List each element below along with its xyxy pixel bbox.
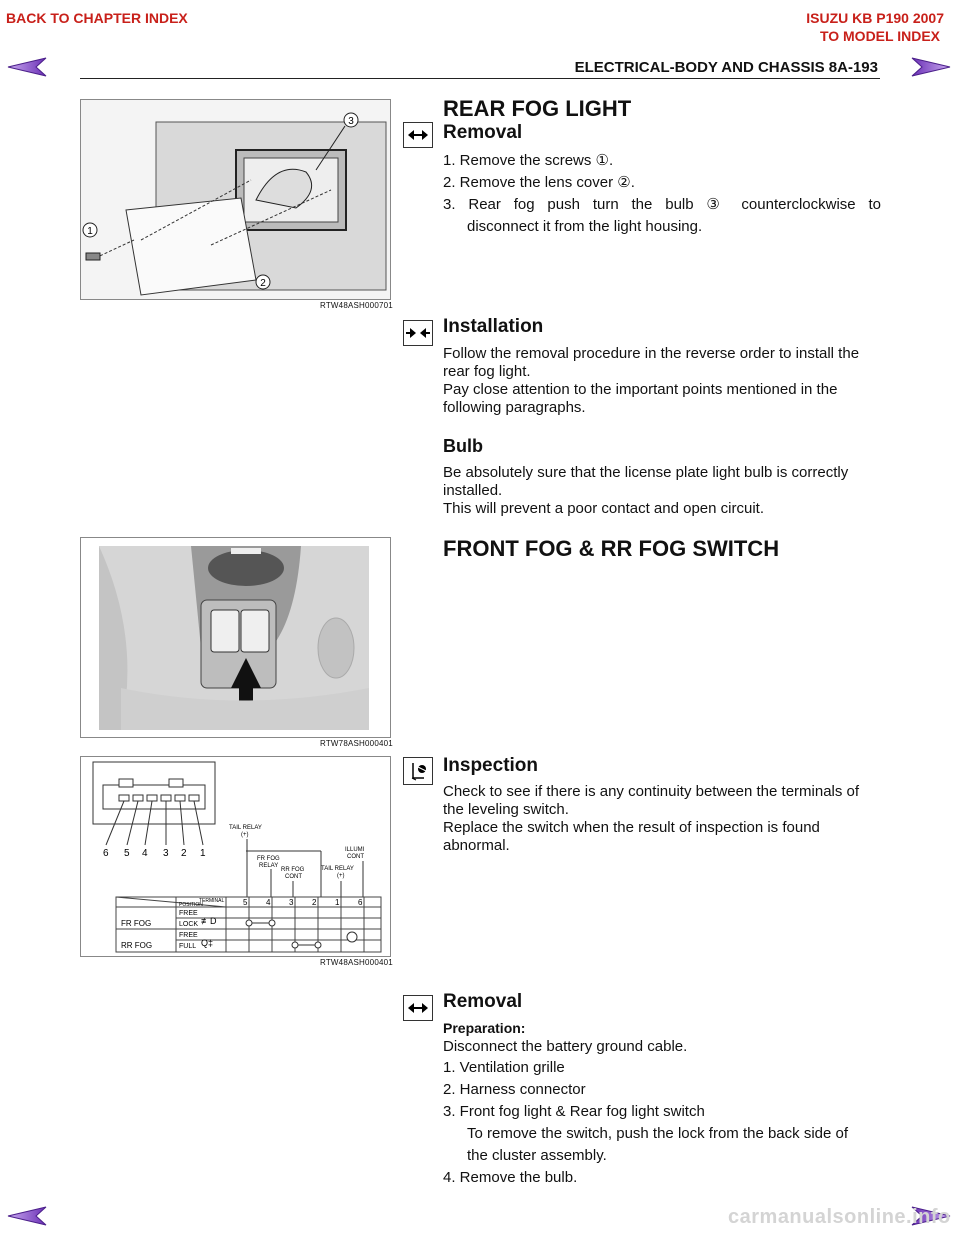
header-rule <box>80 78 880 79</box>
pin-label: 3 <box>163 848 169 859</box>
terminal-header: 6 <box>358 898 363 907</box>
back-to-chapter-index-link[interactable]: BACK TO CHAPTER INDEX <box>6 10 188 26</box>
to-model-index-link[interactable]: TO MODEL INDEX <box>819 28 940 44</box>
footer-watermark: carmanualsonline.info <box>728 1206 951 1228</box>
position-label: LOCK <box>179 921 199 928</box>
pin-label: 2 <box>181 848 187 859</box>
illumi-cont-label: ILLUMI <box>345 847 365 853</box>
installation-text <box>443 345 883 417</box>
inspection-paragraph: Replace the switch when the result of inspection is found abnormal. <box>443 819 820 854</box>
removal-heading: Removal <box>443 122 523 143</box>
removal-step: 3. Rear fog push turn the bulb ③ counterclockwise to <box>443 196 881 213</box>
inspection-paragraph: Check to see if there is any continuity between the terminals of the leveling switch. <box>443 783 860 818</box>
rr-fog-symbol-icon: Q‡ <box>201 938 214 948</box>
disassembly-arrows-icon <box>403 995 433 1021</box>
installation-heading: Installation <box>443 316 544 337</box>
callout-2: 2 <box>260 278 266 289</box>
inspection-icon <box>403 757 433 785</box>
pin-label: 5 <box>124 848 130 859</box>
fog-switch-location-figure <box>80 537 391 738</box>
switch-removal-steps <box>443 1057 883 1189</box>
rear-fog-light-illustration <box>81 100 390 299</box>
tail-relay-label: TAIL RELAY <box>321 866 354 872</box>
fr-fog-relay-label: FR FOG <box>257 856 280 862</box>
disassembly-arrows-icon <box>403 122 433 148</box>
removal-step: 2. Harness connector <box>443 1081 586 1098</box>
position-label: FREE <box>179 932 198 939</box>
terminal-header: 4 <box>266 898 271 907</box>
rr-fog-cont-label: CONT <box>285 874 302 880</box>
previous-page-arrow-icon[interactable] <box>6 1205 48 1227</box>
removal-step-note: the cluster assembly. <box>467 1147 607 1164</box>
bulb-paragraph: Be absolutely sure that the license plate light bulb is correctly installed. <box>443 464 849 499</box>
figure-code: RTW78ASH000401 <box>320 739 393 748</box>
table-corner-position: POSITION <box>179 902 203 908</box>
terminal-header: 2 <box>312 898 317 907</box>
assembly-arrows-icon <box>403 320 433 346</box>
section-title-fog-switch: FRONT FOG & RR FOG SWITCH <box>443 536 780 561</box>
rear-fog-light-figure <box>80 99 391 300</box>
figure-code: RTW48ASH000401 <box>320 958 393 967</box>
rr-fog-row-label: RR FOG <box>121 941 153 950</box>
switch-continuity-diagram <box>81 757 390 956</box>
removal-step: 2. Remove the lens cover ②. <box>443 174 635 191</box>
terminal-header: 3 <box>289 898 294 907</box>
installation-paragraph: Pay close attention to the important points mentioned in the following paragraphs. <box>443 381 838 416</box>
removal-step: 3. Front fog light & Rear fog light switch <box>443 1103 705 1120</box>
callout-1: 1 <box>87 226 93 237</box>
terminal-header: 1 <box>335 898 340 907</box>
preparation-label: Preparation: <box>443 1020 526 1036</box>
bulb-text <box>443 464 883 518</box>
rr-fog-cont-label: RR FOG <box>281 867 305 873</box>
previous-page-arrow-icon[interactable] <box>6 56 48 78</box>
preparation-text: Disconnect the battery ground cable. <box>443 1038 688 1055</box>
illumi-cont-label: CONT <box>347 854 364 860</box>
table-corner-terminal: TERMINAL <box>199 898 225 904</box>
removal-step: 4. Remove the bulb. <box>443 1169 578 1186</box>
position-label: FREE <box>179 910 198 917</box>
removal-steps <box>443 150 881 238</box>
tail-relay-label: TAIL RELAY <box>229 825 262 831</box>
pin-label: 6 <box>103 848 109 859</box>
fog-switch-location-illustration <box>81 538 390 737</box>
pin-label: 1 <box>200 848 206 859</box>
page-header-title: ELECTRICAL-BODY AND CHASSIS 8A-193 <box>574 59 878 76</box>
callout-3: 3 <box>348 116 354 127</box>
bulb-heading: Bulb <box>443 436 483 456</box>
tail-relay-plus-label: (+) <box>241 832 249 838</box>
installation-paragraph: Follow the removal procedure in the reverse order to install the rear fog light. <box>443 345 860 380</box>
figure-code: RTW48ASH000701 <box>320 301 393 310</box>
switch-continuity-figure <box>80 756 391 957</box>
inspection-heading: Inspection <box>443 755 539 776</box>
terminal-header: 5 <box>243 898 248 907</box>
removal-step: 1. Ventilation grille <box>443 1059 565 1076</box>
pin-label: 4 <box>142 848 148 859</box>
next-page-arrow-icon[interactable] <box>910 56 952 78</box>
removal-step-continued: disconnect it from the light housing. <box>467 218 703 235</box>
bulb-paragraph: This will prevent a poor contact and open circuit. <box>443 500 764 517</box>
fr-fog-relay-label: RELAY <box>259 863 279 869</box>
fr-fog-symbol-icon: ≢D <box>201 916 217 926</box>
fr-fog-row-label: FR FOG <box>121 919 152 928</box>
inspection-text <box>443 783 883 855</box>
position-label: FULL <box>179 943 197 950</box>
model-title-link[interactable]: ISUZU KB P190 2007 <box>806 10 944 26</box>
removal-step-note: To remove the switch, push the lock from the back side of <box>467 1125 849 1142</box>
removal-step: 1. Remove the screws ①. <box>443 152 614 169</box>
section-title-rear-fog-light: REAR FOG LIGHT <box>443 96 632 121</box>
tail-relay-plus-label: (+) <box>337 873 345 879</box>
switch-removal-heading: Removal <box>443 991 523 1012</box>
